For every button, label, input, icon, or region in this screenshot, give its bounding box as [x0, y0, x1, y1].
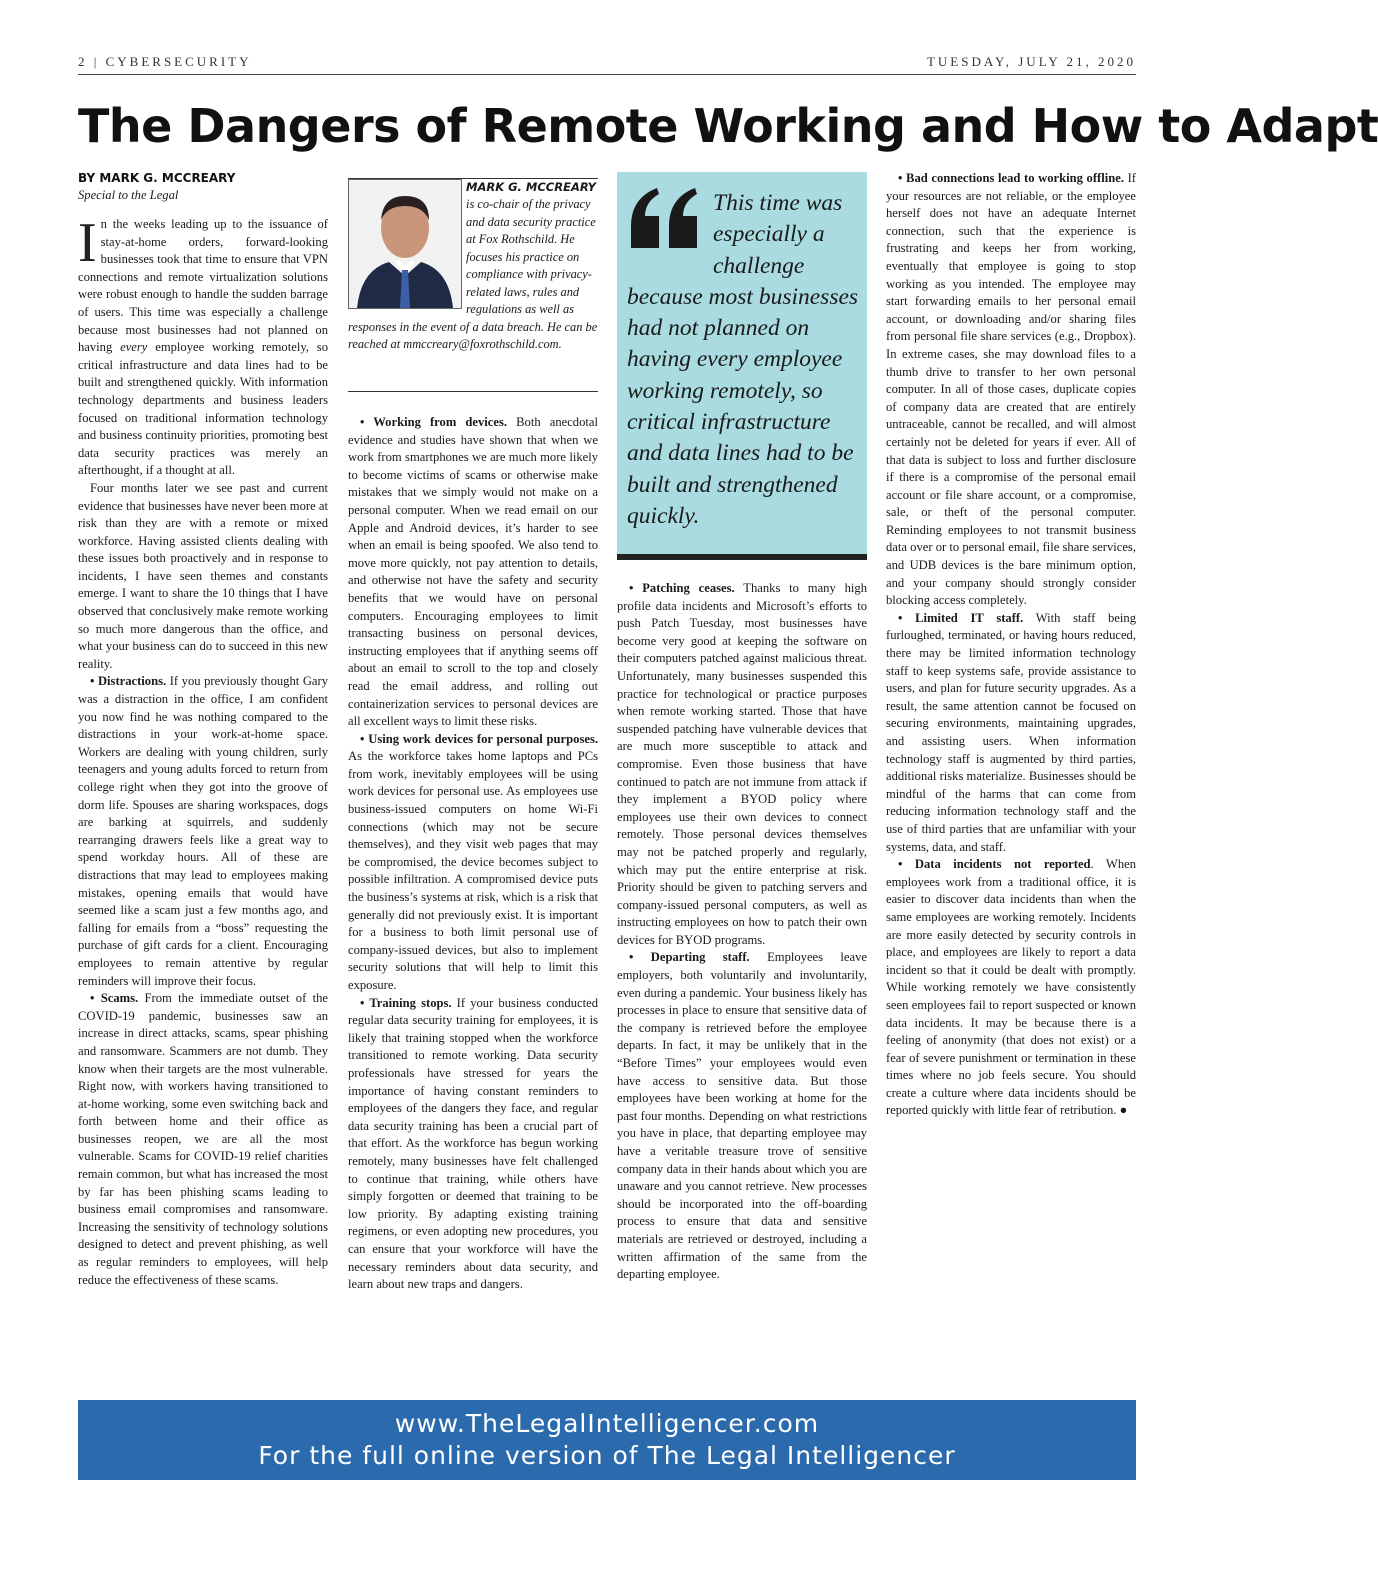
article-column-3 [617, 580, 867, 1284]
page-header [78, 54, 1136, 74]
item-devices: • Working from devices. Both anecdotal evidence and studies have shown that when we work from smartphones we are much more likely to become victims of scams or otherwise make mistakes that we simply would not make on a personal computer. When we read email on our Apple and Android devices, it’s harder to see when an email is being spoofed. We also tend to move more quickly, not pay attention to details, and otherwise not have the safety and security benefits that we would have on personal computers. Encouraging employees to limit transacting business on personal devices, instructing employees that if anything seems off about an email to scroll to the top and closely read the email address, and rolling out containerization services to personal devices are all excellent ways to limit these risks. [348, 415, 598, 729]
item-scams: • Scams. From the immediate outset of the COVID-19 pandemic, businesses saw an increase in direct attacks, scams, spear phishing and ransomware. Scammers are not dumb. They know when their targets are the most vulnerable. Right now, with workers having transitioned to at-home working, some even switching back and forth between home and their office as businesses reopen, we are all the most vulnerable. Scams for COVID-19 relief charities remain common, but what has increased the most by far has been phishing scams leading to business email compromises and ransomware. Increasing the sensitivity of technology solutions designed to detect and prevent phishing, as well as regular reminders to employees, will help reduce the effectiveness of these scams. [78, 991, 328, 1287]
article-column-4 [886, 170, 1136, 1120]
item-bad-connections: • Bad connections lead to working offline. If your resources are not reliable, or the employee herself does not have an adequate Internet connection, such that the experience is frustrating and keeps her from working, eventually that employee is going to stop working as you intended. The employee may start forwarding emails to her personal email account, or downloading and/or sharing files from personal file share services (e.g., Dropbox). In extreme cases, she may download files to a thumb drive to transfer to her own personal computer. In all of those cases, duplicate copies of company data are created that are entirely untraceable, cannot be recalled, and will almost certainly not be deleted for years if ever. All of that data is subject to loss and further disclosure if there is a compromise of the personal email account or file share account, or a compromise, sale, or theft of the personal computer. Reminding employees to not transmit business data over or to personal email, file share services, and UDB devices is the bare minimum option, and your company should strongly consider blocking access completely. [886, 171, 1136, 608]
pull-quote-box [617, 172, 867, 560]
footer-banner [78, 1400, 1136, 1480]
article-column-2 [348, 414, 598, 1294]
banner-url-link[interactable]: www.TheLegalIntelligencer.com [394, 1409, 820, 1438]
item-patching: • Patching ceases. Thanks to many high profile data incidents and Microsoft’s efforts to push Patch Tuesday, most businesses have become very good at keeping the software on their computers patched against malicious threat. Unfortunately, many businesses suspended this practice for technological or practice purposes when remote working started. Those that have suspended patching have vulnerable devices that are much more susceptible to attack and compromise. Even those business that have continued to patch are not immune from attack if they implement a BYOD policy where employees use their own devices to connect remotely. Those personal devices themselves may not be patched properly and regularly, which may put the entire enterprise at risk. Priority should be given to patching servers and company-issued personal computers, as well as instructing employees on how to patch their own devices for BYOD programs. [617, 581, 867, 947]
item-departing-staff: • Departing staff. Employees leave employers, both voluntarily and involuntarily, even during a pandemic. Your business likely has processes in place to ensure that sensitive data of the company is retrieved before the employee departs. In fact, it may be unlikely that in the “Before Times” your employees would even have access to sensitive data. But those employees have been working at home for the past four months. Depending on what restrictions you have in place, that departing employee may have a veritable treasure trove of sensitive company data in their hands about which you are unaware and you cannot retrieve. New processes should be incorporated into the off-boarding process to ensure that data and sensitive materials are retrieved or destroyed, including a written affirmation of the same from the departing employee. [617, 950, 867, 1282]
banner-tagline: For the full online version of The Legal Intelligencer [258, 1441, 956, 1470]
intro-paragraph: In the weeks leading up to the issuance of stay-at-home orders, forward-looking businesses took that time to ensure that VPN connections and remote virtualization solutions were robust enough to handle the sudden barrage of users. This time was especially a challenge because most businesses had not planned on having every employee working remotely, so critical infrastructure and data lines had to be built and strengthened quickly. With information technology departments and business leaders focused on traditional information technology and business continuity priorities, promoting best data security practices was merely an afterthought, if a thought at all. [78, 212, 328, 478]
article-headline: The Dangers of Remote Working and How to Adapt [78, 99, 1378, 153]
item-limited-it-staff: • Limited IT staff. With staff being furloughed, terminated, or having hours reduced, there may be limited information technology staff to keep systems safe, provide assistance to users, and plan for future security upgrades. As a result, the same attention cannot be focused on securing environments, maintaining upgrades, and assisting users. When information technology staff is augmented by third parties, additional risks materialize. Businesses should be mindful of the harms that can come from reducing information technology staff and the use of third parties that are unfamiliar with your systems, data, and staff. [886, 610, 1136, 854]
bio-text: MARK G. MCCREARY is co-chair of the privacy and data security practice at Fox Rothschild. He focuses his practice on compliance with privacy-related laws, rules and regulations as well as responses in the event of a data breach. He can be reached at mmccreary@foxrothschild.com. [348, 180, 598, 351]
issue-date: TUESDAY, JULY 21, 2020 [926, 54, 1136, 69]
author-byline: BY MARK G. MCCREARY [78, 171, 236, 185]
author-bio-box [348, 178, 598, 392]
item-distractions: • Distractions. If you previously thought Gary was a distraction in the office, I am confident you now find he was nothing compared to the distractions in your work-at-home space. Workers are dealing with young children, surly teenagers and young adults forced to return from college right when they got into the groove of dorm life. Spouses are sharing workspaces, dogs are barking at squirrels, and suddenly rearranging drawers feels like a great way to spend workday hours. All of these are distractions that may lead to employees making mistakes, opening emails that would have seemed like a scam just a few months ago, and falling for emails from a “boss” requesting the purchase of gift cards for a client. Encouraging employees to remain attentive by regular reminders will improve their focus. [78, 674, 328, 988]
paragraph: Four months later we see past and current evidence that businesses have never been more at risk than they are with a remote or mixed workforce. Having assisted clients dealing with these issues both proactively and in response to incidents, I have seen themes and constants emerge. I want to share the 10 things that I have observed that conclusively make remote working so much more dangerous than the office, and what your business can do to succeed in this new reality. [78, 480, 328, 671]
pull-quote-text: This time was especially a challenge because most businesses had not planned on having every employee working remotely, so critical infrastructure and data lines had to be built and strengthened quickly. [627, 190, 859, 529]
header-divider [78, 74, 1136, 75]
author-role: Special to the Legal [78, 188, 179, 202]
article-column-1 [78, 170, 328, 1289]
item-personal-use: • Using work devices for personal purposes. As the workforce takes home laptops and PCs from work, inevitably employees will be using work devices for personal use. As employees use business-issued computers on home Wi-Fi connections (which may not be secure themselves), and they visit web pages that may be compromised, the device becomes subject to possible infiltration. A compromised device puts the business’s systems at risk, which is a risk that generally did not previously exist. It is important for a business to both limit personal use of company-issued devices, but also to implement security solutions that will help to limit this exposure. [348, 731, 598, 992]
item-training: • Training stops. If your business conducted regular data security training for employees, it is likely that training stopped when the workforce transitioned to remote working. Data security professionals have stressed for years the importance of having constant reminders to employees of the dangers they face, and regular data security training has been a crucial part of that effort. As the workforce has begun working remotely, many businesses have felt challenged to continue that training, while others have simply forgotten or deemed that training to be low priority. By adapting existing training regimens, or even adopting new procedures, you can ensure that your workforce will have the necessary reminders about data security, and learn about new traps and dangers. [348, 995, 598, 1292]
section-label: 2 | CYBERSECURITY [78, 54, 252, 69]
bio-name: MARK G. MCCREARY [466, 180, 596, 194]
drop-cap: I [78, 212, 97, 274]
end-mark-icon: ● [1119, 1103, 1128, 1118]
item-data-incidents: • Data incidents not reported. When employees work from a traditional office, it is easier to discover data incidents than when the same employees are working remotely. Incidents are more easily detected by security controls in place, and employees are likely to report a data incident so that it could be dealt with promptly. While working remotely we have consistently seen employees fail to report suspected or known data incidents. It may be because there is a feeling of anonymity (that does not exist) or a fear of severe punishment or termination in these times where no job feels secure. You should create a culture where data incidents should be reported quickly with little fear of retribution. ● [886, 857, 1136, 1118]
